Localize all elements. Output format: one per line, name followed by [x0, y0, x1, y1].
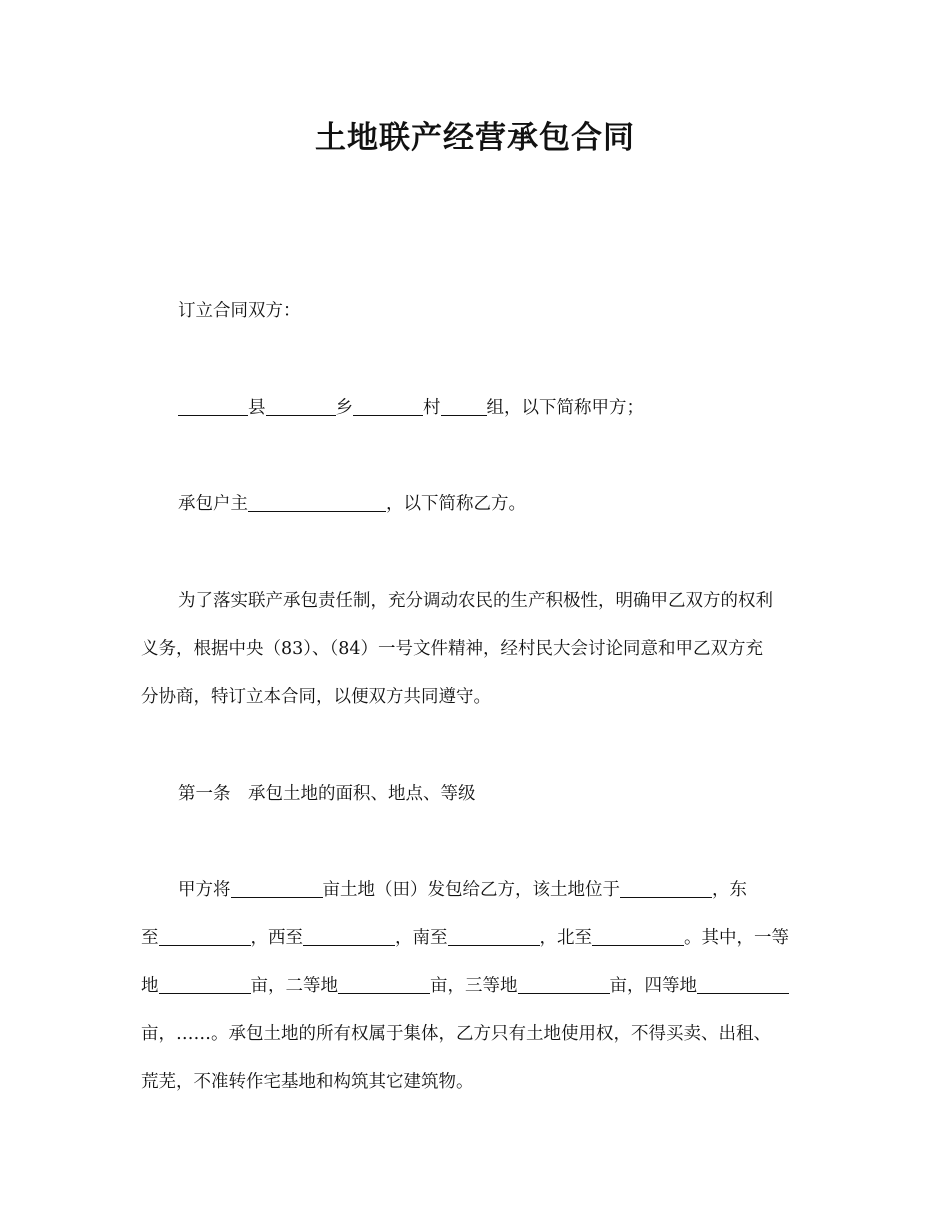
- location-blank[interactable]: [620, 879, 712, 898]
- party-b-suffix: ，以下简称乙方。: [386, 494, 526, 514]
- article-1-line-2: [141, 926, 811, 950]
- county-label: 县: [248, 398, 266, 418]
- article-1-line-4: 亩，……。承包土地的所有权属于集体，乙方只有土地使用权，不得买卖、出租、: [141, 1024, 771, 1044]
- article-1-heading: 第一条 承包土地的面积、地点、等级: [178, 784, 476, 804]
- preamble-line-2: 义务，根据中央（83）、（84）一号文件精神，经村民大会讨论同意和甲乙双方充: [141, 639, 764, 659]
- parties-heading: 订立合同双方：: [178, 301, 301, 321]
- township-blank[interactable]: [266, 397, 336, 416]
- party-a-line: [178, 396, 848, 420]
- article-1-line-5: 荒芜，不准转作宅基地和构筑其它建筑物。: [141, 1072, 474, 1092]
- text-fragment: 地: [141, 976, 159, 996]
- grade-1-blank[interactable]: [159, 975, 251, 994]
- party-b-line: [178, 492, 848, 516]
- group-blank[interactable]: [441, 397, 487, 416]
- text-fragment: ，南至: [395, 928, 448, 948]
- preamble-line-3: 分协商，特订立本合同，以便双方共同遵守。: [141, 687, 491, 707]
- east-boundary-blank[interactable]: [159, 927, 251, 946]
- village-label: 村: [423, 398, 441, 418]
- preamble-line-1: 为了落实联产承包责任制，充分调动农民的生产积极性，明确甲乙双方的权利: [178, 591, 773, 611]
- text-fragment: 亩，三等地: [430, 976, 518, 996]
- township-label: 乡: [335, 398, 353, 418]
- text-fragment: 甲方将: [178, 880, 231, 900]
- north-boundary-blank[interactable]: [592, 927, 684, 946]
- text-fragment: 亩，二等地: [250, 976, 338, 996]
- text-fragment: ，北至: [539, 928, 592, 948]
- group-label: 组，以下简称甲方；: [486, 398, 644, 418]
- document-title: 土地联产经营承包合同: [315, 120, 635, 156]
- party-b-prefix: 承包户主: [178, 494, 248, 514]
- grade-2-blank[interactable]: [338, 975, 430, 994]
- text-fragment: ，西至: [250, 928, 303, 948]
- text-fragment: 至: [141, 928, 159, 948]
- article-1-line-1: [178, 878, 848, 902]
- county-blank[interactable]: [178, 397, 248, 416]
- south-boundary-blank[interactable]: [448, 927, 540, 946]
- village-blank[interactable]: [353, 397, 423, 416]
- area-blank[interactable]: [231, 879, 323, 898]
- grade-4-blank[interactable]: [697, 975, 789, 994]
- text-fragment: 亩，四等地: [609, 976, 697, 996]
- contractor-name-blank[interactable]: [248, 493, 386, 512]
- grade-3-blank[interactable]: [518, 975, 610, 994]
- text-fragment: 亩土地（田）发包给乙方，该土地位于: [322, 880, 620, 900]
- west-boundary-blank[interactable]: [303, 927, 395, 946]
- text-fragment: 。其中，一等: [684, 928, 789, 948]
- text-fragment: ，东: [712, 880, 747, 900]
- article-1-line-3: [141, 974, 811, 998]
